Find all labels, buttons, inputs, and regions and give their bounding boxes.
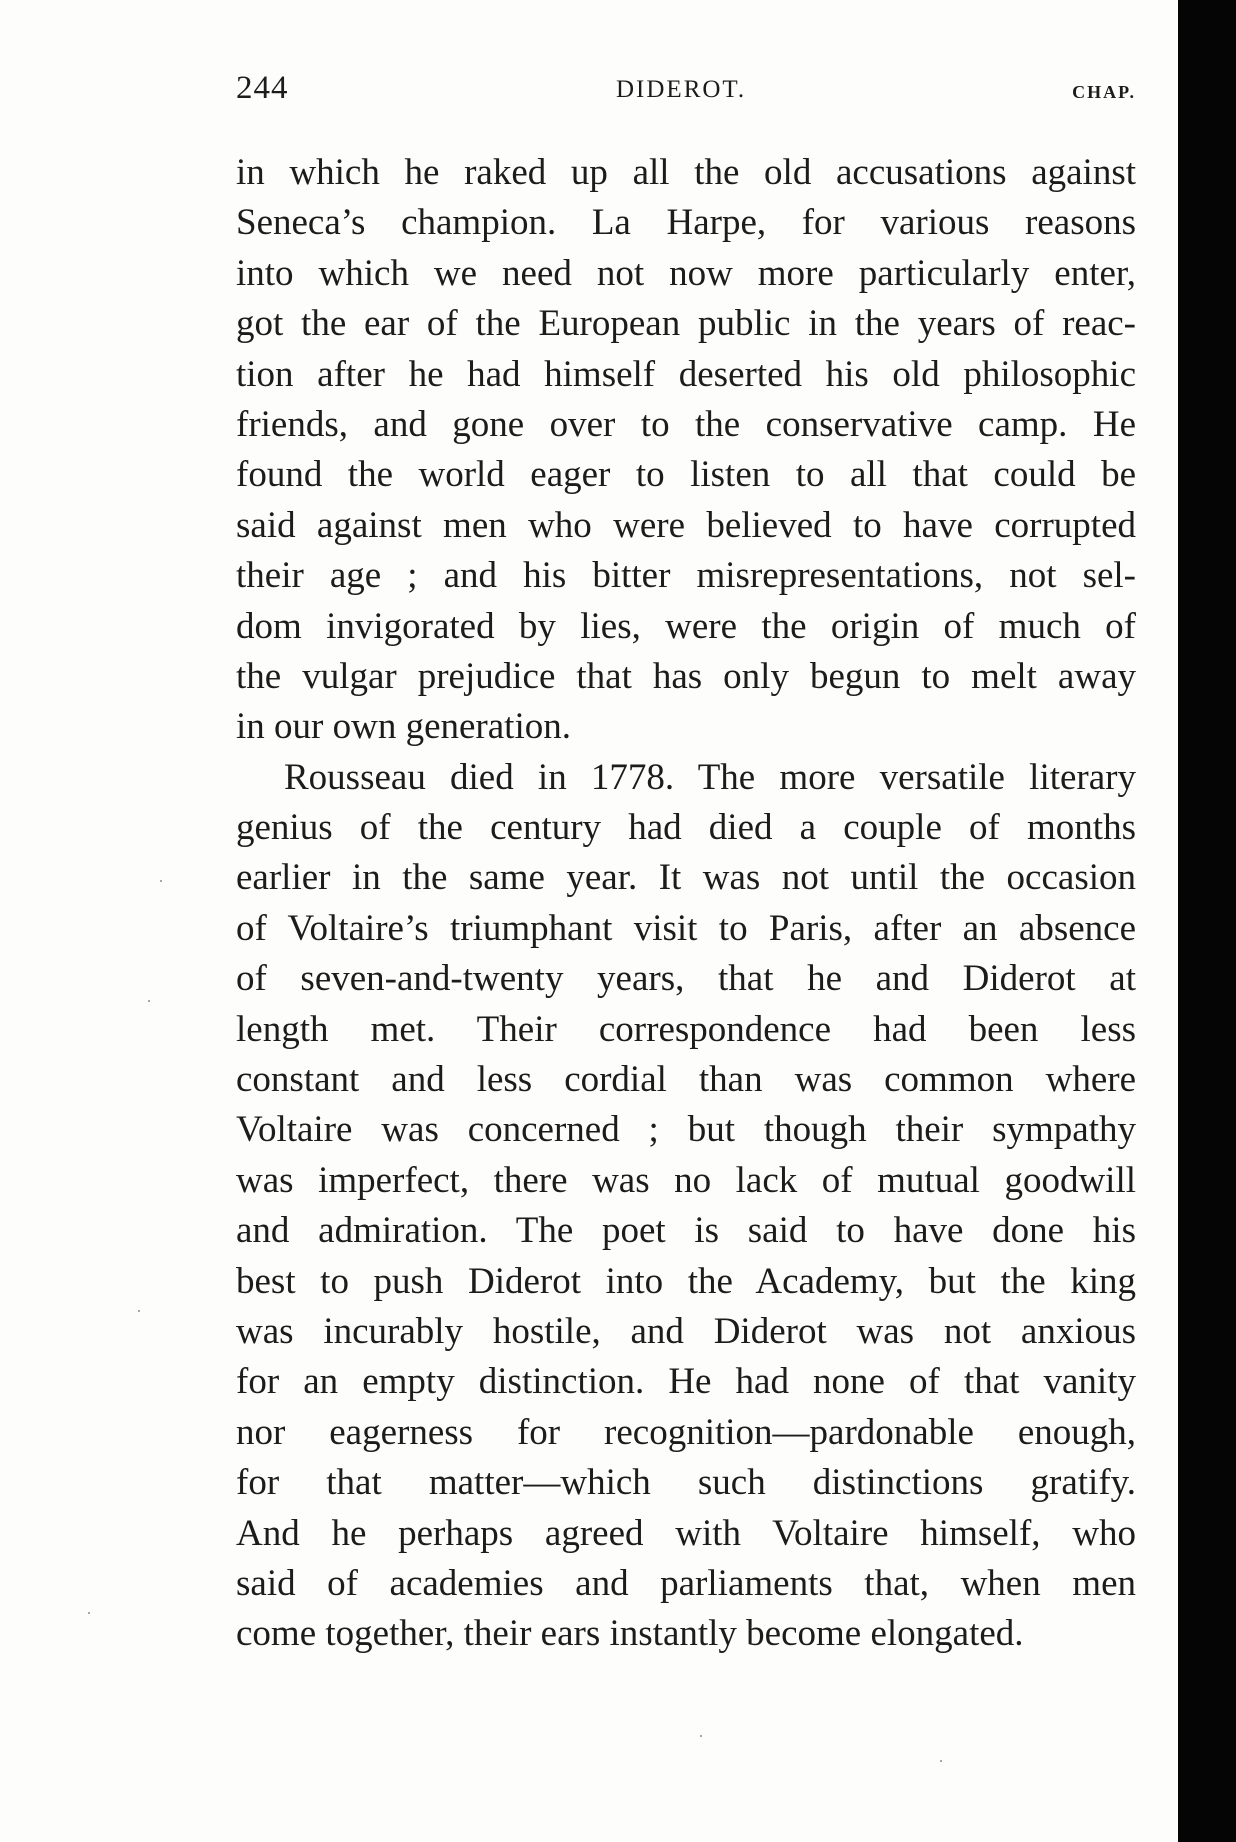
text-line: friends, and gone over to the conservative camp. He [236,403,1136,445]
page-header [236,70,1136,110]
body-text [236,148,1136,1660]
chapter-label: CHAP. [1072,82,1136,102]
text-line: was incurably hostile, and Diderot was not anxious [236,1310,1136,1352]
page-number: 244 [236,70,289,106]
scan-speck [700,1735,702,1737]
paragraph-2 [236,753,1136,1660]
scan-speck [940,1760,942,1762]
text-line: tion after he had himself deserted his old philosophic [236,353,1136,395]
scan-speck [88,1612,90,1614]
text-line: for that matter—which such distinctions gratify. [236,1462,1136,1504]
scan-speck [148,1000,150,1002]
scan-speck [160,880,162,882]
text-line: Voltaire was concerned ; but though their sympathy [236,1109,1136,1151]
text-line: nor eagerness for recognition—pardonable enough, [236,1411,1136,1453]
scan-edge-bar [1178,0,1236,1842]
text-line: and admiration. The poet is said to have done his [236,1210,1136,1252]
text-line: into which we need not now more particularly enter, [236,252,1136,294]
text-line: Seneca’s champion. La Harpe, for various reasons [236,202,1136,244]
text-line: in our own generation. [236,706,571,748]
text-line: found the world eager to listen to all that could be [236,454,1136,496]
text-line: And he perhaps agreed with Voltaire himself, who [236,1512,1136,1554]
text-line: said against men who were believed to have corrupted [236,504,1136,546]
text-line: Rousseau died in 1778. The more versatile literary [284,756,1136,798]
running-head: DIDEROT. [616,76,747,103]
text-line: earlier in the same year. It was not until the occasion [236,857,1136,899]
text-line: come together, their ears instantly become elongated. [236,1613,1024,1655]
text-line: in which he raked up all the old accusations against [236,152,1136,193]
text-line: for an empty distinction. He had none of that vanity [236,1361,1136,1403]
text-line: of seven-and-twenty years, that he and Diderot at [236,958,1136,1000]
text-line: constant and less cordial than was common where [236,1059,1136,1101]
text-line: of Voltaire’s triumphant visit to Paris, after an absence [236,907,1136,949]
text-line: their age ; and his bitter misrepresentations, not sel- [236,555,1136,597]
scan-speck [138,1310,140,1312]
text-line: length met. Their correspondence had been less [236,1008,1136,1050]
text-line: was imperfect, there was no lack of mutual goodwill [236,1159,1136,1201]
text-line: said of academies and parliaments that, when men [236,1562,1136,1604]
text-line: dom invigorated by lies, were the origin of much of [236,605,1136,647]
text-line: the vulgar prejudice that has only begun to melt away [236,655,1136,697]
text-line: best to push Diderot into the Academy, but the king [236,1260,1136,1302]
text-line: got the ear of the European public in the years of reac- [236,303,1136,345]
paragraph-1 [236,148,1136,753]
text-line: genius of the century had died a couple of months [236,807,1136,849]
